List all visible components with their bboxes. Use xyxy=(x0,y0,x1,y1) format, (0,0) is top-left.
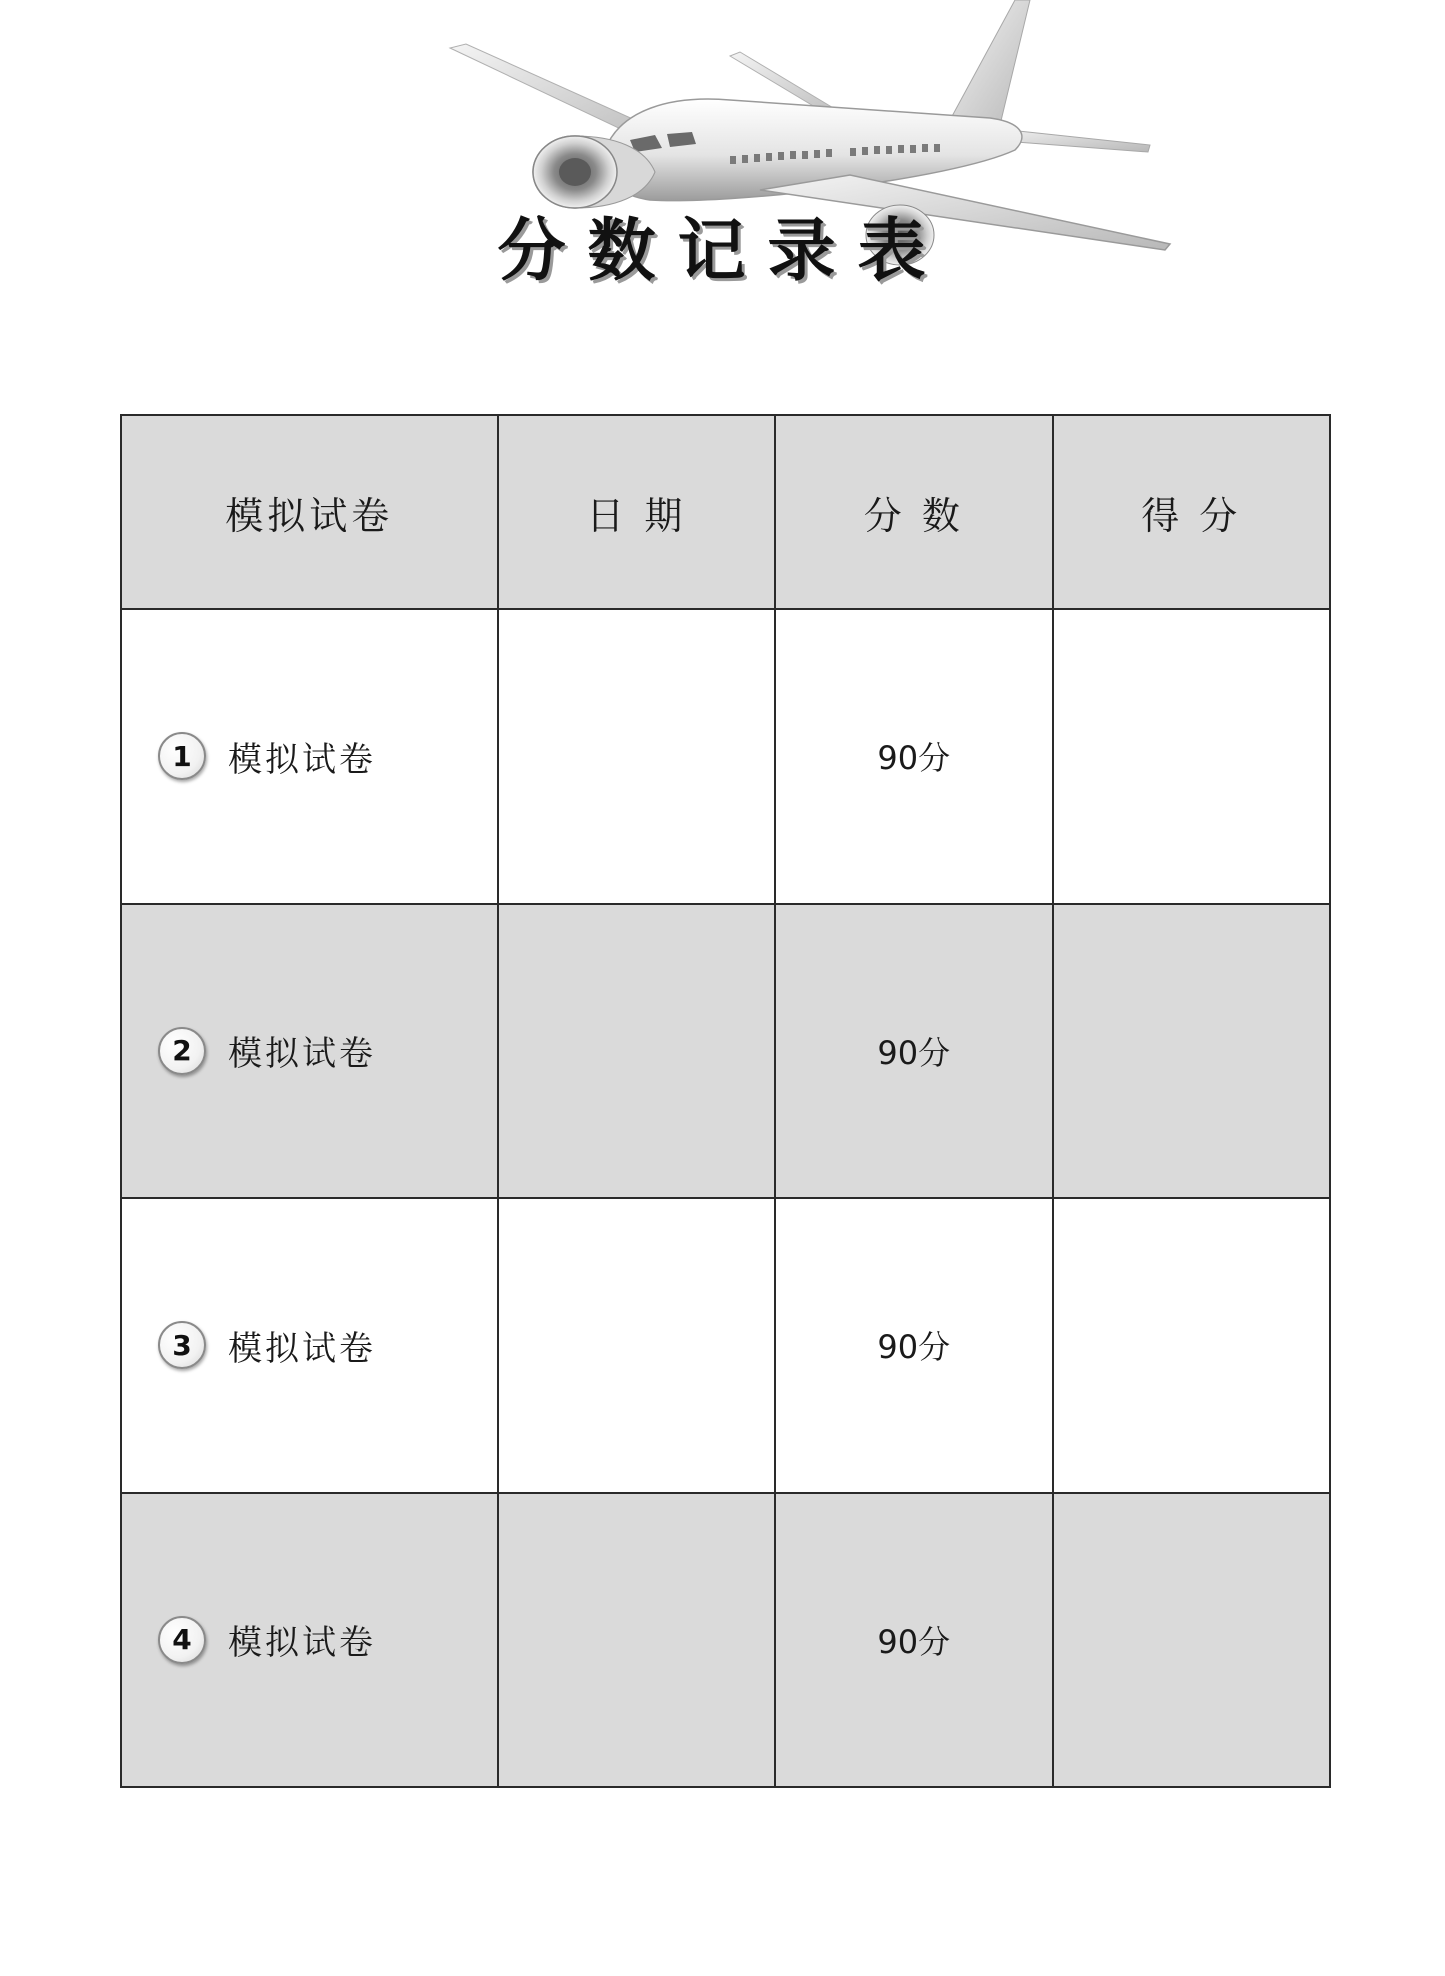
paper-name: 模拟试卷 xyxy=(228,739,376,780)
date-cell[interactable] xyxy=(498,1198,775,1493)
paper-name: 模拟试卷 xyxy=(228,1623,376,1664)
header-full-score: 分 数 xyxy=(775,415,1052,609)
table-header-row xyxy=(121,415,1330,609)
score-record-table xyxy=(120,414,1331,1788)
paper-name: 模拟试卷 xyxy=(228,1034,376,1075)
full-score-cell: 90分 xyxy=(775,609,1052,904)
full-score-cell: 90分 xyxy=(775,1198,1052,1493)
date-cell[interactable] xyxy=(498,1493,775,1788)
header-score: 得 分 xyxy=(1053,415,1330,609)
page-title: 分数记录表 xyxy=(497,212,948,291)
table-row xyxy=(121,904,1330,1199)
header-date: 日 期 xyxy=(498,415,775,609)
header xyxy=(0,0,1445,330)
number-badge: 1 xyxy=(158,732,206,780)
score-cell[interactable] xyxy=(1053,904,1330,1199)
paper-cell xyxy=(121,1493,498,1788)
full-score-cell: 90分 xyxy=(775,904,1052,1199)
paper-cell xyxy=(121,1198,498,1493)
score-cell[interactable] xyxy=(1053,609,1330,904)
paper-name: 模拟试卷 xyxy=(228,1328,376,1369)
paper-cell xyxy=(121,904,498,1199)
date-cell[interactable] xyxy=(498,904,775,1199)
score-cell[interactable] xyxy=(1053,1198,1330,1493)
number-badge: 2 xyxy=(158,1027,206,1075)
paper-cell xyxy=(121,609,498,904)
score-cell[interactable] xyxy=(1053,1493,1330,1788)
table-row xyxy=(121,609,1330,904)
table-row xyxy=(121,1198,1330,1493)
number-badge: 4 xyxy=(158,1616,206,1664)
header-paper: 模拟试卷 xyxy=(121,415,498,609)
full-score-cell: 90分 xyxy=(775,1493,1052,1788)
date-cell[interactable] xyxy=(498,609,775,904)
table-row xyxy=(121,1493,1330,1788)
number-badge: 3 xyxy=(158,1321,206,1369)
